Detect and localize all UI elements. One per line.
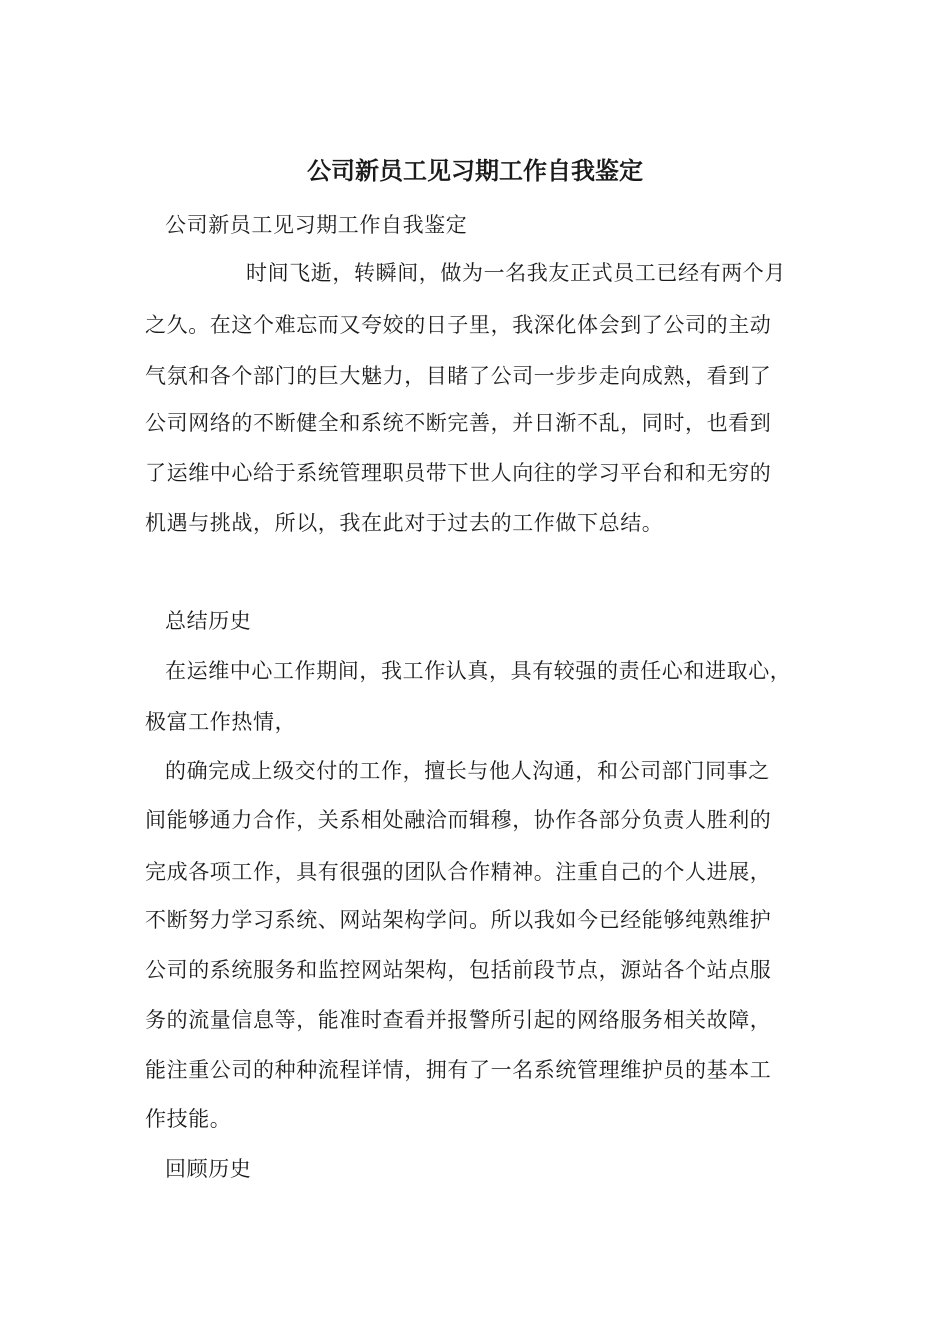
paragraph-line: 的确完成上级交付的工作，擅长与他人沟通，和公司部门同事之 xyxy=(165,759,770,783)
paragraph-line: 能注重公司的种种流程详情，拥有了一名系统管理维护员的基本工 xyxy=(145,1058,772,1082)
paragraph-line: 时间飞逝，转瞬间，做为一名我友正式员工已经有两个月 xyxy=(246,261,786,285)
paragraph-line: 作技能。 xyxy=(145,1107,232,1131)
paragraph-line: 不断努力学习系统、网站架构学问。所以我如今已经能够纯熟维护 xyxy=(145,908,772,932)
paragraph-line: 完成各项工作，具有很强的团队合作精神。注重自己的个人进展， xyxy=(145,860,772,884)
section-heading: 回顾历史 xyxy=(165,1157,252,1181)
document-title: 公司新员工见习期工作自我鉴定 xyxy=(307,156,643,185)
paragraph-line: 公司网络的不断健全和系统不断完善，并日渐不乱，同时，也看到 xyxy=(145,411,772,435)
paragraph-line: 公司的系统服务和监控网站架构，包括前段节点，源站各个站点服 xyxy=(145,958,772,982)
paragraph-line: 气氛和各个部门的巨大魅力，目睹了公司一步步走向成熟，看到了 xyxy=(145,364,772,388)
paragraph-line: 机遇与挑战，所以，我在此对于过去的工作做下总结。 xyxy=(145,511,664,535)
paragraph-line: 间能够通力合作，关系相处融洽而辑穆，协作各部分负责人胜利的 xyxy=(145,808,772,832)
paragraph-line: 极富工作热情， xyxy=(145,710,297,734)
subtitle-line: 公司新员工见习期工作自我鉴定 xyxy=(165,213,468,237)
paragraph-line: 务的流量信息等，能准时查看并报警所引起的网络服务相关故障， xyxy=(145,1008,772,1032)
paragraph-line: 在运维中心工作期间，我工作认真，具有较强的责任心和进取心， xyxy=(165,659,792,683)
paragraph-line: 了运维中心给于系统管理职员带下世人向往的学习平台和和无穷的 xyxy=(145,461,772,485)
section-heading: 总结历史 xyxy=(165,609,252,633)
paragraph-line: 之久。在这个难忘而又夸姣的日子里，我深化体会到了公司的主动 xyxy=(145,313,772,337)
